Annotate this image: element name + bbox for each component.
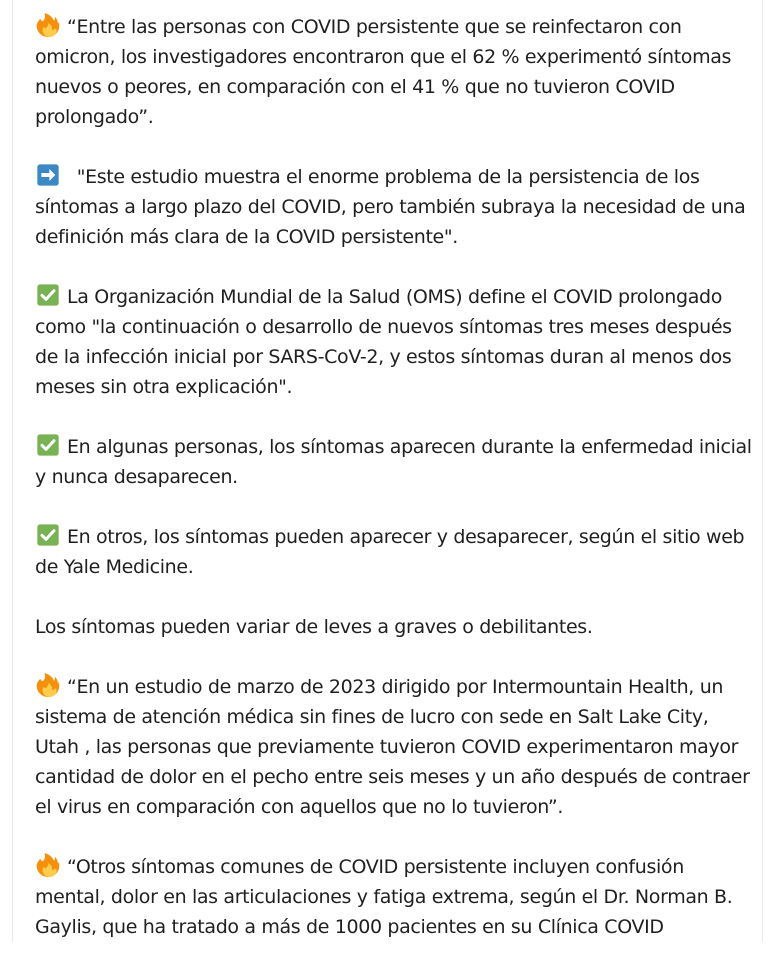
paragraph-8 <box>35 852 755 942</box>
paragraph-7 <box>35 672 755 822</box>
post-body <box>35 12 755 972</box>
right-arrow-icon <box>35 163 61 187</box>
paragraph-7-text: “En un estudio de marzo de 2023 dirigido por Intermountain Health, un sistema de atención médica sin fines de lucro con sede en Salt Lake City, Utah , las personas que previamente tuvieron COVID experimentaron mayor cantidad de dolor en el pecho entre seis meses y un año después de contraer el virus en comparación con aquellos que no lo tuvieron”. <box>35 676 750 818</box>
paragraph-2-text: "Este estudio muestra el enorme problema de la persistencia de los síntomas a largo plazo del COVID, pero también subraya la necesidad de una definición más clara de la COVID persistente". <box>35 166 746 248</box>
paragraph-6-text: Los síntomas pueden variar de leves a graves o debilitantes. <box>35 616 593 638</box>
paragraph-5 <box>35 522 755 582</box>
post-card <box>12 0 763 942</box>
paragraph-3 <box>35 282 755 402</box>
paragraph-6 <box>35 612 755 642</box>
fire-icon <box>35 673 61 697</box>
paragraph-1 <box>35 12 755 132</box>
check-mark-icon <box>35 283 61 307</box>
fire-icon <box>35 13 61 37</box>
check-mark-icon <box>35 433 61 457</box>
paragraph-4-text: En algunas personas, los síntomas aparecen durante la enfermedad inicial y nunca desaparecen. <box>35 436 752 488</box>
paragraph-2 <box>35 162 755 252</box>
paragraph-3-text: La Organización Mundial de la Salud (OMS) define el COVID prolongado como "la continuación o desarrollo de nuevos síntomas tres meses después de la infección inicial por SARS-CoV-2, y estos síntomas duran al menos dos meses sin otra explicación". <box>35 286 732 398</box>
paragraph-1-text: “Entre las personas con COVID persistente que se reinfectaron con omicron, los investigadores encontraron que el 62 % experimentó síntomas nuevos o peores, en comparación con el 41 % que no tuvieron COVID prolongado”. <box>35 16 732 128</box>
paragraph-8-text: “Otros síntomas comunes de COVID persistente incluyen confusión mental, dolor en las articulaciones y fatiga extrema, según el Dr. Norman B. Gaylis, que ha tratado a más de 1000 pacientes en su Clínica COVID <box>35 856 733 938</box>
paragraph-5-text: En otros, los síntomas pueden aparecer y desaparecer, según el sitio web de Yale Medicine. <box>35 526 745 578</box>
check-mark-icon <box>35 523 61 547</box>
paragraph-4 <box>35 432 755 492</box>
fire-icon <box>35 853 61 877</box>
